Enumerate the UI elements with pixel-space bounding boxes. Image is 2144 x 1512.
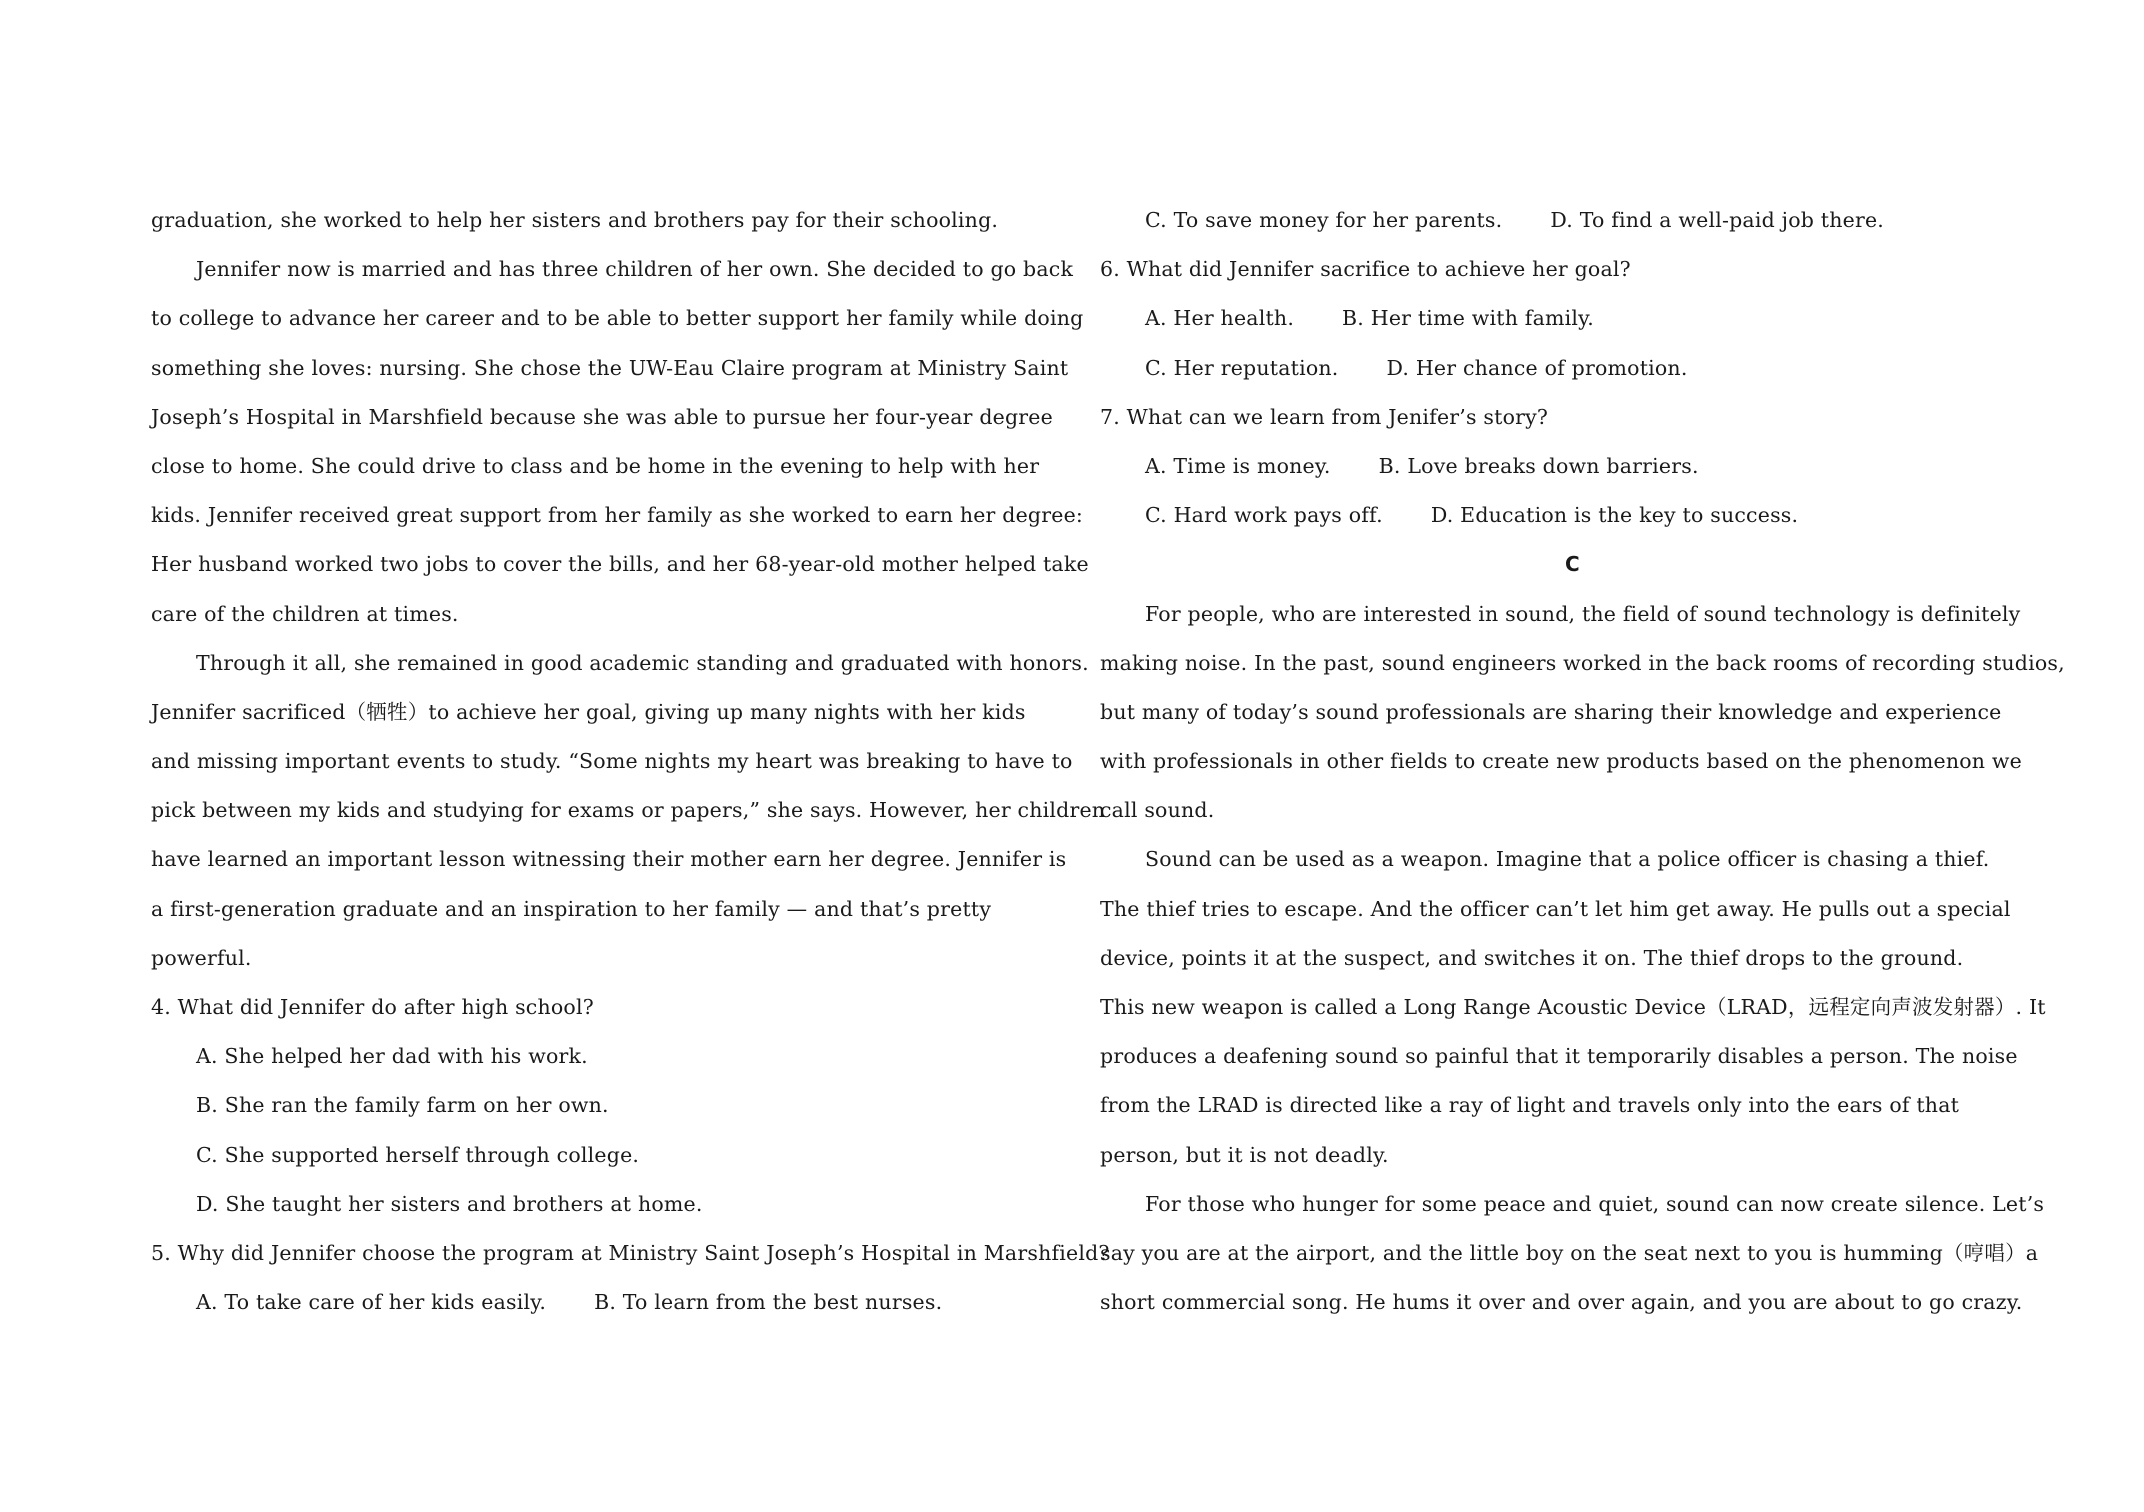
- right-column: [1100, 196, 2110, 1327]
- q4-option-b: B. She ran the family farm on her own.: [196, 1093, 609, 1118]
- q7-options-cd: [1100, 491, 2110, 540]
- q6-option-a: A. Her health.: [1145, 306, 1295, 331]
- passage-line: Her husband worked two jobs to cover the bills, and her 68-year-old mother helped take: [151, 552, 1089, 577]
- q5-option-b: B. To learn from the best nurses.: [594, 1290, 943, 1315]
- left-column: [151, 196, 1110, 1327]
- passage-c-line: produces a deafening sound so painful that it temporarily disables a person. The noise: [1100, 1044, 2018, 1069]
- q6-option-c: C. Her reputation.: [1145, 355, 1339, 380]
- q6-options-ab: [1100, 294, 2110, 343]
- passage-line: kids. Jennifer received great support from her family as she worked to earn her degree:: [151, 503, 1084, 528]
- q7-option-a: A. Time is money.: [1145, 453, 1331, 478]
- q7-option-c: C. Hard work pays off.: [1145, 503, 1383, 528]
- passage-line: a first-generation graduate and an inspiration to her family — and that’s pretty: [151, 896, 992, 921]
- q4-option-d: D. She taught her sisters and brothers at home.: [196, 1191, 703, 1216]
- passage-c-line: making noise. In the past, sound engineers worked in the back rooms of recording studios,: [1100, 650, 2065, 675]
- passage-c-line: with professionals in other fields to create new products based on the phenomenon we: [1100, 749, 2022, 774]
- passage-c-line: say you are at the airport, and the little boy on the seat next to you is humming（哼唱）a: [1100, 1240, 2039, 1265]
- question-4: 4. What did Jennifer do after high school?: [151, 995, 594, 1019]
- q4-option-c: C. She supported herself through college.: [196, 1142, 640, 1167]
- passage-c-line: short commercial song. He hums it over and over again, and you are about to go crazy.: [1100, 1290, 2023, 1315]
- question-7: 7. What can we learn from Jenifer’s story?: [1100, 404, 1549, 429]
- q6-options-cd: [1100, 344, 2110, 393]
- q7-option-d: D. Education is the key to success.: [1430, 503, 1799, 528]
- passage-line: Jennifer now is married and has three children of her own. She decided to go back: [196, 257, 1074, 282]
- passage-c-line: For people, who are interested in sound, the field of sound technology is definitely: [1145, 601, 2021, 626]
- q5-option-a: A. To take care of her kids easily.: [196, 1290, 547, 1315]
- section-heading: C: [1565, 552, 1580, 577]
- q6-option-d: D. Her chance of promotion.: [1386, 355, 1688, 380]
- passage-line: Joseph’s Hospital in Marshfield because she was able to pursue her four-year degree: [151, 404, 1053, 429]
- q5-option-c: C. To save money for her parents.: [1145, 208, 1503, 232]
- passage-line: to college to advance her career and to be able to better support her family while doing: [151, 306, 1084, 331]
- passage-c-line: from the LRAD is directed like a ray of light and travels only into the ears of that: [1100, 1093, 1960, 1118]
- q5-option-d: D. To find a well-paid job there.: [1550, 208, 1884, 232]
- passage-c-line: For those who hunger for some peace and quiet, sound can now create silence. Let’s: [1145, 1191, 2045, 1216]
- passage-line: and missing important events to study. “Some nights my heart was breaking to have to: [151, 749, 1073, 774]
- passage-line: pick between my kids and studying for exams or papers,” she says. However, her children: [151, 798, 1106, 823]
- q7-options-ab: [1100, 442, 2110, 491]
- q6-option-b: B. Her time with family.: [1342, 306, 1594, 331]
- passage-line: close to home. She could drive to class and be home in the evening to help with her: [151, 453, 1040, 478]
- passage-c-line: but many of today’s sound professionals are sharing their knowledge and experience: [1100, 699, 2002, 724]
- passage-c-line: call sound.: [1100, 798, 1215, 823]
- passage-line: have learned an important lesson witnessing their mother earn her degree. Jennifer is: [151, 847, 1067, 872]
- passage-line: powerful.: [151, 945, 252, 970]
- passage-line: Through it all, she remained in good academic standing and graduated with honors.: [196, 650, 1089, 675]
- passage-line: care of the children at times.: [151, 601, 459, 626]
- passage-c-line: person, but it is not deadly.: [1100, 1142, 1389, 1167]
- passage-c-line: Sound can be used as a weapon. Imagine that a police officer is chasing a thief.: [1145, 847, 1990, 872]
- passage-line: something she loves: nursing. She chose the UW-Eau Claire program at Ministry Saint: [151, 355, 1069, 380]
- q5-options-cd: [1100, 196, 2110, 245]
- passage-c-line: The thief tries to escape. And the officer can’t let him get away. He pulls out a special: [1100, 896, 2011, 921]
- question-5: 5. Why did Jennifer choose the program at Ministry Saint Joseph’s Hospital in Marshfield?: [151, 1240, 1110, 1265]
- passage-c-line: device, points it at the suspect, and switches it on. The thief drops to the ground.: [1100, 945, 1964, 970]
- passage-line: Jennifer sacrificed（牺牲）to achieve her goal, giving up many nights with her kids: [151, 699, 1026, 724]
- passage-line: graduation, she worked to help her sisters and brothers pay for their schooling.: [151, 208, 999, 232]
- q4-option-a: A. She helped her dad with his work.: [196, 1044, 588, 1069]
- passage-c-line: This new weapon is called a Long Range Acoustic Device（LRAD，远程定向声波发射器）. It: [1100, 995, 2046, 1019]
- q5-options-ab: [151, 1278, 1091, 1327]
- question-6: 6. What did Jennifer sacrifice to achieve her goal?: [1100, 257, 1631, 282]
- q7-option-b: B. Love breaks down barriers.: [1378, 453, 1699, 478]
